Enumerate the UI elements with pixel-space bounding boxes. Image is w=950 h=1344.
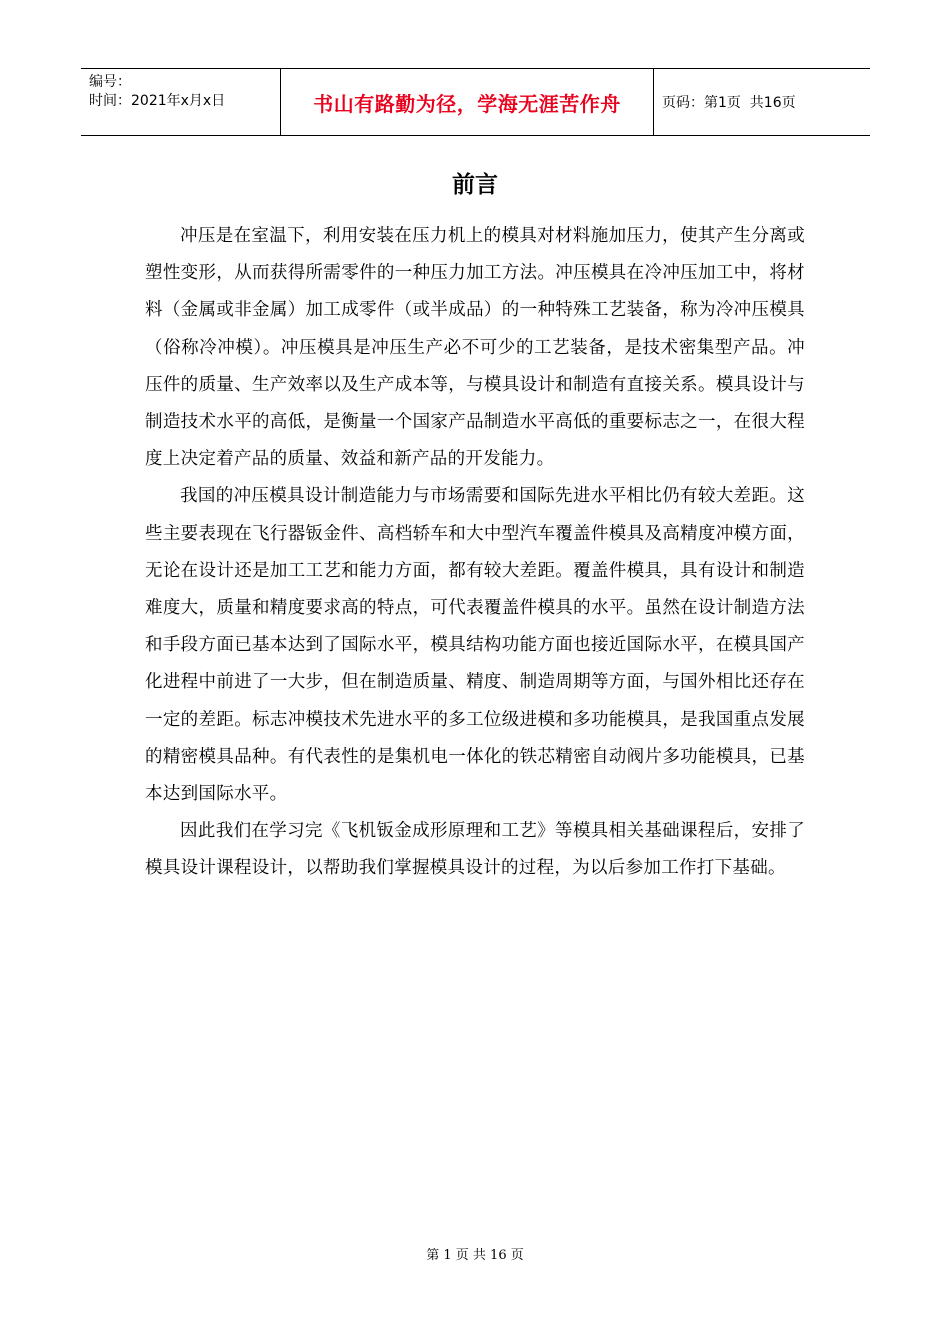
header-page-info: 页码：第1页 共16页 (662, 95, 796, 111)
page-title: 前言 (452, 172, 498, 198)
header-motto: 书山有路勤为径，学海无涯苦作舟 (281, 69, 654, 135)
date-label: 时间：2021年x月x日 (89, 93, 226, 109)
number-label: 编号： (89, 74, 131, 90)
paragraph: 冲压是在室温下，利用安装在压力机上的模具对材料施加压力，使其产生分离或塑性变形，从而获得所需零件的一种压力加工方法。冲压模具在冷冲压加工中，将材料（金属或非金属）加工成零件（或半成品）的一种特殊工艺装备，称为冷冲压模具（俗称冷冲模）。冲压模具是冲压生产必不可少的工艺装备，是技术密集型产品。冲压件的质量、生产效率以及生产成本等，与模具设计和制造有直接关系。模具设计与制造技术水平的高低，是衡量一个国家产品制造水平高低的重要标志之一，在很大程度上决定着产品的质量、效益和新产品的开发能力。 (145, 226, 805, 470)
paragraph: 我国的冲压模具设计制造能力与市场需要和国际先进水平相比仍有较大差距。这些主要表现在飞行器钣金件、高档轿车和大中型汽车覆盖件模具及高精度冲模方面，无论在设计还是加工工艺和能力方面，都有较大差距。覆盖件模具，具有设计和制造难度大，质量和精度要求高的特点，可代表覆盖件模具的水平。虽然在设计制造方法和手段方面已基本达到了国际水平，模具结构功能方面也接近国际水平，在模具国产化进程中前进了一大步，但在制造质量、精度、制造周期等方面，与国外相比还存在一定的差距。标志冲模技术先进水平的多工位级进模和多功能模具，是我国重点发展的精密模具品种。有代表性的是集机电一体化的铁芯精密自动阀片多功能模具，已基本达到国际水平。 (145, 486, 805, 805)
header-meta (81, 69, 281, 135)
document-body (145, 218, 805, 888)
paragraph: 因此我们在学习完《飞机钣金成形原理和工艺》等模具相关基础课程后，安排了模具设计课程设计，以帮助我们掌握模具设计的过程，为以后参加工作打下基础。 (145, 821, 805, 879)
page-footer: 第 1 页 共 16 页 (426, 1248, 524, 1263)
document-header (81, 68, 870, 136)
